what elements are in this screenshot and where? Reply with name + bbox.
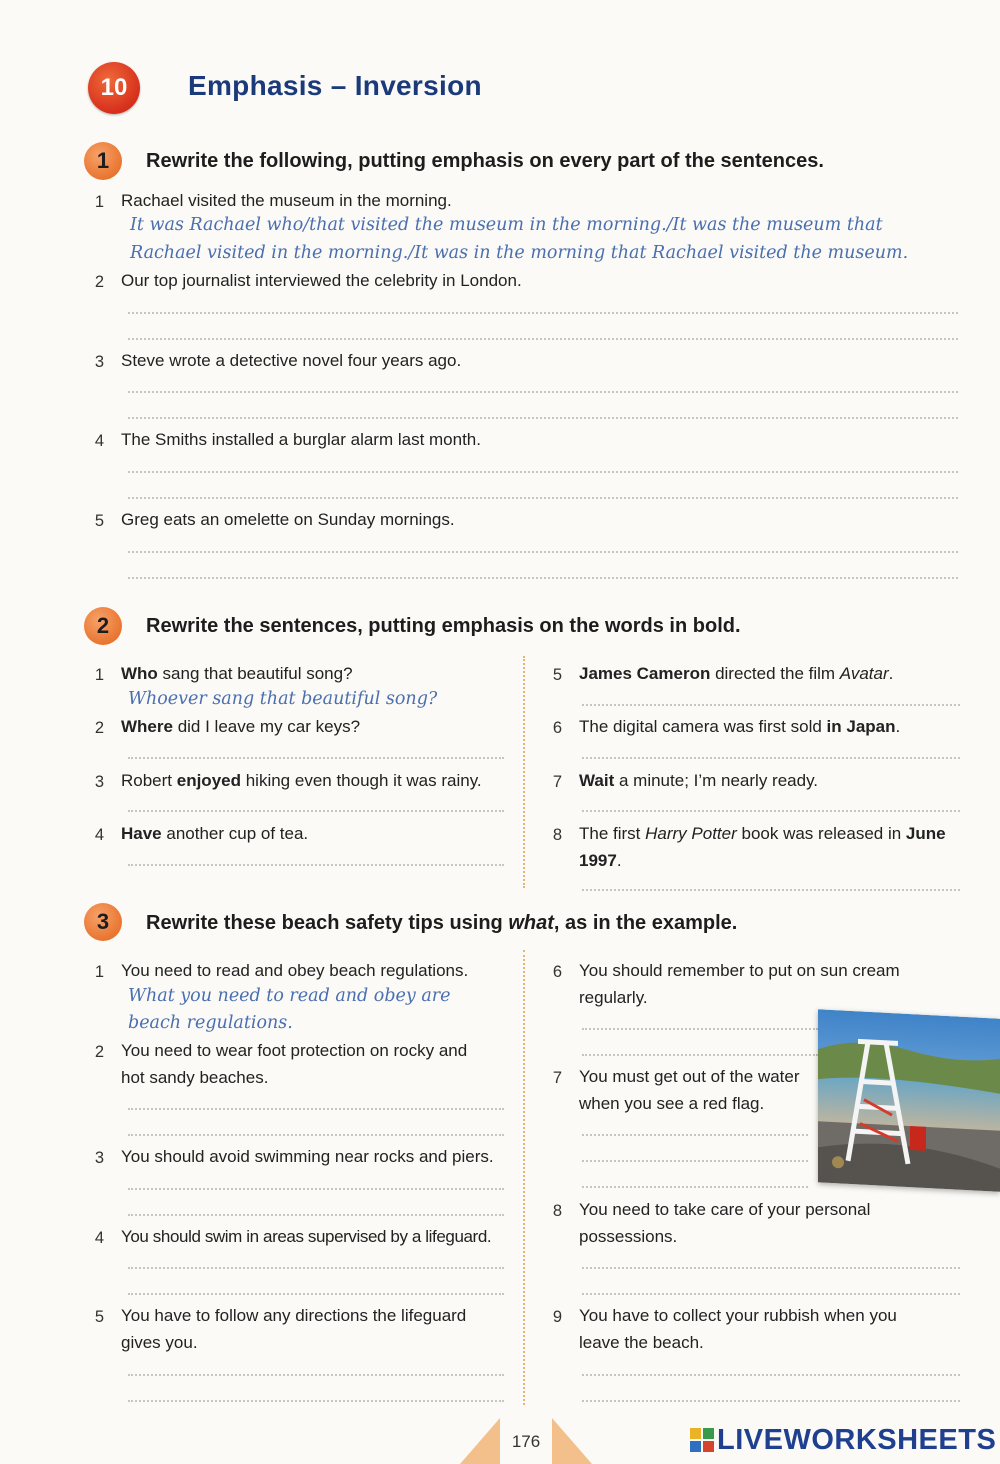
answer-line[interactable] xyxy=(582,704,960,706)
item-number: 2 xyxy=(94,719,104,737)
sentence-line-2: when you see a red flag. xyxy=(579,1094,765,1113)
item-number: 9 xyxy=(552,1308,562,1326)
exercise-3-item-1-answer-line-2[interactable]: beach regulations. xyxy=(128,1013,293,1033)
item-number: 3 xyxy=(94,353,104,371)
exercise-1-item-1-answer-line-1[interactable]: It was Rachael who/that visited the museum in the morning./It was the museum that xyxy=(130,215,883,235)
bold-word: 1997 xyxy=(579,851,617,870)
exercise-1-item-1-answer-line-2[interactable]: Rachael visited in the morning./It was in the morning that Rachael visited the museum. xyxy=(130,243,909,263)
item-number: 3 xyxy=(94,773,104,791)
italic-title: Avatar xyxy=(839,664,889,683)
item-number: 5 xyxy=(94,512,104,530)
answer-line[interactable] xyxy=(128,417,958,419)
exercise-3-item-4-sentence: You should swim in areas supervised by a lifeguard. xyxy=(121,1227,492,1246)
sentence-rest: a minute; I’m nearly ready. xyxy=(614,771,819,790)
answer-line[interactable] xyxy=(128,1108,504,1110)
sentence-line-1: You need to wear foot protection on rocky and xyxy=(121,1041,468,1060)
liveworksheets-logo xyxy=(690,1424,996,1457)
exercise-1-item-1-sentence: Rachael visited the museum in the morning. xyxy=(121,191,452,210)
answer-line[interactable] xyxy=(128,1214,504,1216)
sentence-rest: another cup of tea. xyxy=(161,824,309,843)
exercise-3-badge: 3 xyxy=(84,903,122,941)
sentence-line-1: You have to collect your rubbish when you xyxy=(579,1306,897,1325)
instruction-emphasis: what xyxy=(508,912,554,934)
item-number: 8 xyxy=(552,1202,562,1220)
sentence-line-1: You have to follow any directions the lifeguard xyxy=(121,1306,467,1325)
sentence-line-1: You should remember to put on sun cream xyxy=(579,961,900,980)
exercise-3-item-5-sentence xyxy=(121,1302,466,1356)
exercise-3-instruction xyxy=(146,912,737,935)
sentence-line-2: hot sandy beaches. xyxy=(121,1068,269,1087)
exercise-3-item-2-sentence xyxy=(121,1037,467,1091)
answer-line[interactable] xyxy=(128,1134,504,1136)
exercise-1-item-2-sentence: Our top journalist interviewed the celebrity in London. xyxy=(121,271,522,290)
exercise-3-item-6-sentence xyxy=(579,957,900,1011)
lifeguard-tower-illustration xyxy=(818,1009,1000,1192)
bold-word: Have xyxy=(121,824,162,843)
sentence-line-2: regularly. xyxy=(579,988,648,1007)
exercise-3-item-1-sentence: You need to read and obey beach regulations. xyxy=(121,961,469,980)
item-number: 8 xyxy=(552,826,562,844)
answer-line[interactable] xyxy=(128,810,504,812)
exercise-3-item-1-answer-line-1[interactable]: What you need to read and obey are xyxy=(128,986,451,1006)
item-number: 1 xyxy=(94,193,104,211)
liveworksheets-icon xyxy=(690,1428,714,1452)
answer-line[interactable] xyxy=(582,1400,960,1402)
sentence-end: . xyxy=(616,851,622,870)
bold-word: enjoyed xyxy=(176,771,241,790)
exercise-1-badge: 1 xyxy=(84,142,122,180)
brand-name: LIVEWORKSHEETS xyxy=(717,1424,997,1456)
exercise-2-item-2-sentence xyxy=(121,713,360,740)
item-number: 4 xyxy=(94,826,104,844)
sentence-line-1: You must get out of the water xyxy=(579,1067,800,1086)
sentence-start: Robert xyxy=(121,771,177,790)
item-number: 1 xyxy=(94,666,104,684)
item-number: 6 xyxy=(552,963,562,981)
answer-line[interactable] xyxy=(128,1374,504,1376)
item-number: 4 xyxy=(94,432,104,450)
sentence-rest: hiking even though it was rainy. xyxy=(241,771,482,790)
answer-line[interactable] xyxy=(582,1054,818,1056)
item-number: 5 xyxy=(94,1308,104,1326)
sentence-start: The first xyxy=(579,824,646,843)
exercise-2-item-6-sentence xyxy=(579,713,900,740)
sentence-rest: did I leave my car keys? xyxy=(172,717,361,736)
sentence-line-2: possessions. xyxy=(579,1227,678,1246)
column-divider xyxy=(523,950,525,1405)
exercise-3-item-8-sentence xyxy=(579,1196,870,1250)
answer-line[interactable] xyxy=(128,497,958,499)
answer-line[interactable] xyxy=(128,1293,504,1295)
answer-line[interactable] xyxy=(128,391,958,393)
answer-line[interactable] xyxy=(582,757,960,759)
item-number: 6 xyxy=(552,719,562,737)
sentence-rest: directed the film xyxy=(710,664,840,683)
column-divider xyxy=(523,656,525,888)
bold-word: Who xyxy=(121,664,158,683)
page-number: 176 xyxy=(511,1432,541,1451)
item-number: 7 xyxy=(552,1069,562,1087)
sentence-rest: book was released in xyxy=(736,824,906,843)
bold-word: James Cameron xyxy=(579,664,711,683)
answer-line[interactable] xyxy=(582,1186,808,1188)
sentence-line-2: leave the beach. xyxy=(579,1333,704,1352)
answer-line[interactable] xyxy=(128,864,504,866)
answer-line[interactable] xyxy=(128,471,958,473)
exercise-3-item-7-sentence xyxy=(579,1063,800,1117)
instruction-end: , as in the example. xyxy=(553,912,738,934)
sentence-line-2: gives you. xyxy=(121,1333,198,1352)
italic-title: Harry Potter xyxy=(645,824,737,843)
sentence-start: The digital camera was first sold xyxy=(579,717,827,736)
answer-line[interactable] xyxy=(128,551,958,553)
item-number: 4 xyxy=(94,1229,104,1247)
sentence-end: . xyxy=(888,664,894,683)
answer-line[interactable] xyxy=(128,577,958,579)
page-tab-decoration xyxy=(460,1418,500,1464)
exercise-2-instruction: Rewrite the sentences, putting emphasis on the words in bold. xyxy=(146,615,741,637)
answer-line[interactable] xyxy=(128,1267,504,1269)
bold-word: Wait xyxy=(579,771,615,790)
answer-line[interactable] xyxy=(582,1267,960,1269)
unit-title: Emphasis – Inversion xyxy=(188,70,482,101)
bold-word: Where xyxy=(121,717,173,736)
answer-line[interactable] xyxy=(582,1374,960,1376)
sentence-rest: sang that beautiful song? xyxy=(157,664,353,683)
answer-line[interactable] xyxy=(582,889,960,891)
page-tab-decoration xyxy=(552,1418,592,1464)
sentence-end: . xyxy=(895,717,901,736)
exercise-2-item-4-sentence xyxy=(121,820,308,847)
answer-line[interactable] xyxy=(582,1028,818,1030)
sentence-line-1: You need to take care of your personal xyxy=(579,1200,871,1219)
answer-line[interactable] xyxy=(128,1400,504,1402)
answer-line[interactable] xyxy=(128,338,958,340)
exercise-3-item-9-sentence xyxy=(579,1302,965,1356)
exercise-2-badge: 2 xyxy=(84,607,122,645)
exercise-2-item-7-sentence xyxy=(579,767,818,794)
unit-number-badge: 10 xyxy=(88,62,140,114)
item-number: 2 xyxy=(94,1043,104,1061)
exercise-3-item-3-sentence: You should avoid swimming near rocks and piers. xyxy=(121,1147,494,1166)
answer-line[interactable] xyxy=(128,757,504,759)
exercise-1-item-4-sentence: The Smiths installed a burglar alarm last month. xyxy=(121,430,481,449)
bold-word: in Japan xyxy=(826,717,896,736)
answer-line[interactable] xyxy=(582,1134,808,1136)
item-number: 2 xyxy=(94,273,104,291)
answer-line[interactable] xyxy=(128,312,958,314)
item-number: 5 xyxy=(552,666,562,684)
exercise-2-item-3-sentence xyxy=(121,767,482,794)
exercise-1-item-3-sentence: Steve wrote a detective novel four years ago. xyxy=(121,351,462,370)
item-number: 3 xyxy=(94,1149,104,1167)
answer-line[interactable] xyxy=(582,1160,808,1162)
item-number: 7 xyxy=(552,773,562,791)
lifeguard-tower-photo xyxy=(818,1009,1000,1192)
exercise-2-item-1-answer[interactable]: Whoever sang that beautiful song? xyxy=(128,689,438,709)
item-number: 1 xyxy=(94,963,104,981)
exercise-2-item-8-sentence xyxy=(579,820,979,874)
exercise-2-item-1-sentence xyxy=(121,660,353,687)
exercise-2-item-5-sentence xyxy=(579,660,893,687)
answer-line[interactable] xyxy=(582,1293,960,1295)
instruction-start: Rewrite these beach safety tips using xyxy=(146,912,509,934)
bold-word: June xyxy=(905,824,946,843)
exercise-1-instruction: Rewrite the following, putting emphasis on every part of the sentences. xyxy=(146,150,824,172)
exercise-1-item-5-sentence: Greg eats an omelette on Sunday mornings. xyxy=(121,510,455,529)
answer-line[interactable] xyxy=(128,1188,504,1190)
answer-line[interactable] xyxy=(582,810,960,812)
